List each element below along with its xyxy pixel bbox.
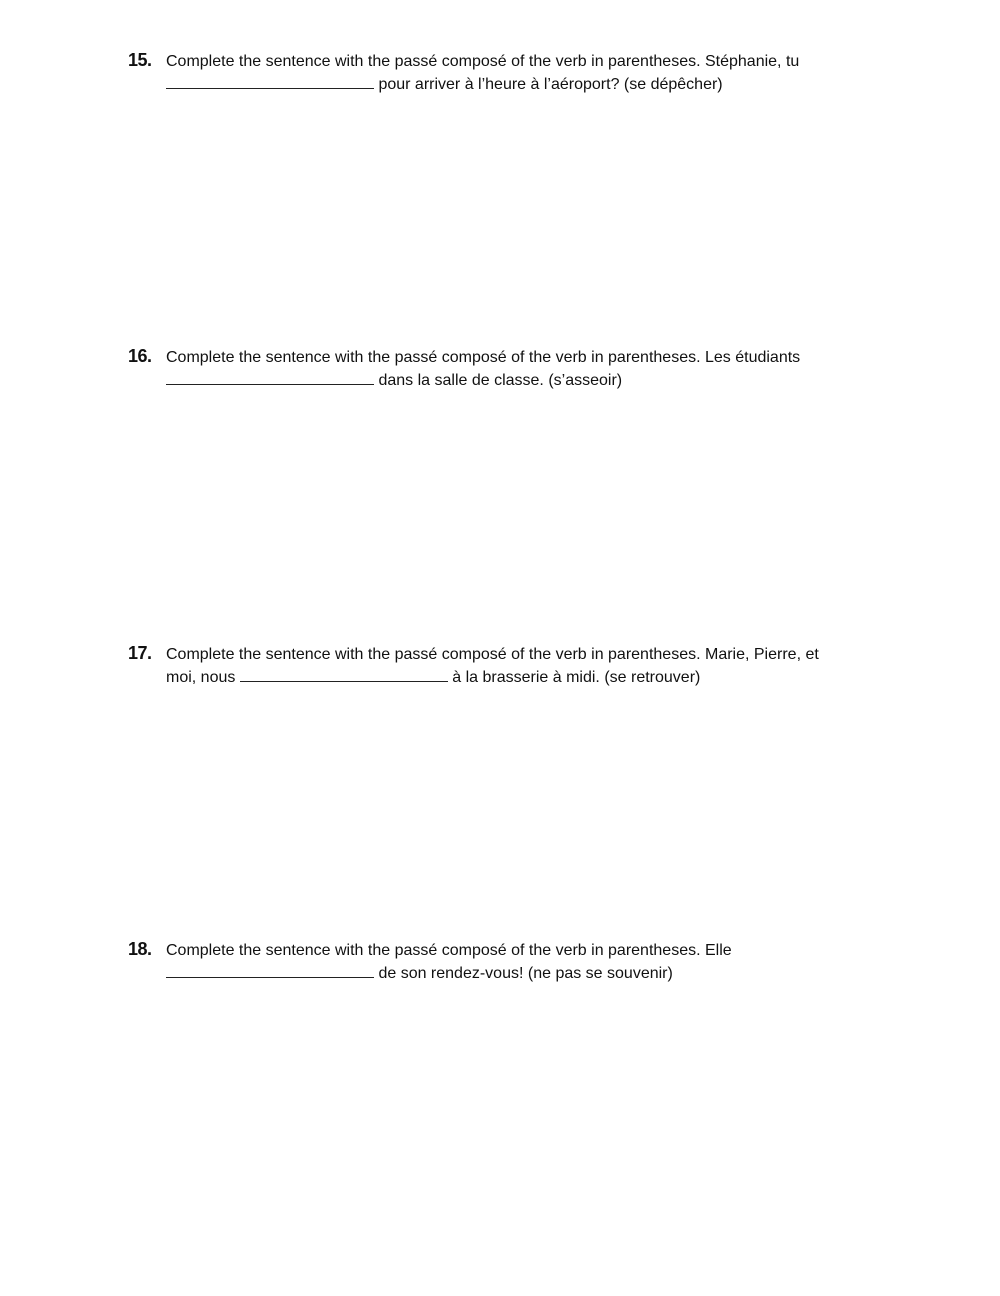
- question-text: [166, 939, 906, 985]
- question-line: [166, 666, 906, 689]
- question-number: 16.: [128, 346, 152, 366]
- question-line: Complete the sentence with the passé composé of the verb in parentheses. Stéphanie, tu: [166, 53, 800, 70]
- answer-blank[interactable]: [240, 667, 448, 682]
- question-line: Complete the sentence with the passé composé of the verb in parentheses. Les étudiants: [166, 349, 801, 366]
- question-text: [166, 346, 906, 392]
- question-number: 18.: [128, 939, 152, 959]
- question-text: [166, 643, 906, 689]
- text-after-blank: de son rendez-vous! (ne pas se souvenir): [374, 965, 673, 982]
- answer-blank[interactable]: [166, 370, 374, 385]
- question-number: 17.: [128, 643, 152, 663]
- answer-blank[interactable]: [166, 963, 374, 978]
- question-line: [166, 962, 906, 985]
- text-after-blank: dans la salle de classe. (s’asseoir): [374, 372, 623, 389]
- question-line: Complete the sentence with the passé composé of the verb in parentheses. Elle: [166, 942, 732, 959]
- answer-blank[interactable]: [166, 74, 374, 89]
- question-line: [166, 73, 906, 96]
- text-after-blank: à la brasserie à midi. (se retrouver): [447, 669, 701, 686]
- question-number: 15.: [128, 50, 152, 70]
- text-before-blank: moi, nous: [166, 669, 240, 686]
- question-line: [166, 369, 906, 392]
- question-text: [166, 50, 906, 96]
- question-line: Complete the sentence with the passé composé of the verb in parentheses. Marie, Pierre, et: [166, 646, 819, 663]
- text-after-blank: pour arriver à l’heure à l’aéroport? (se dépêcher): [374, 76, 723, 93]
